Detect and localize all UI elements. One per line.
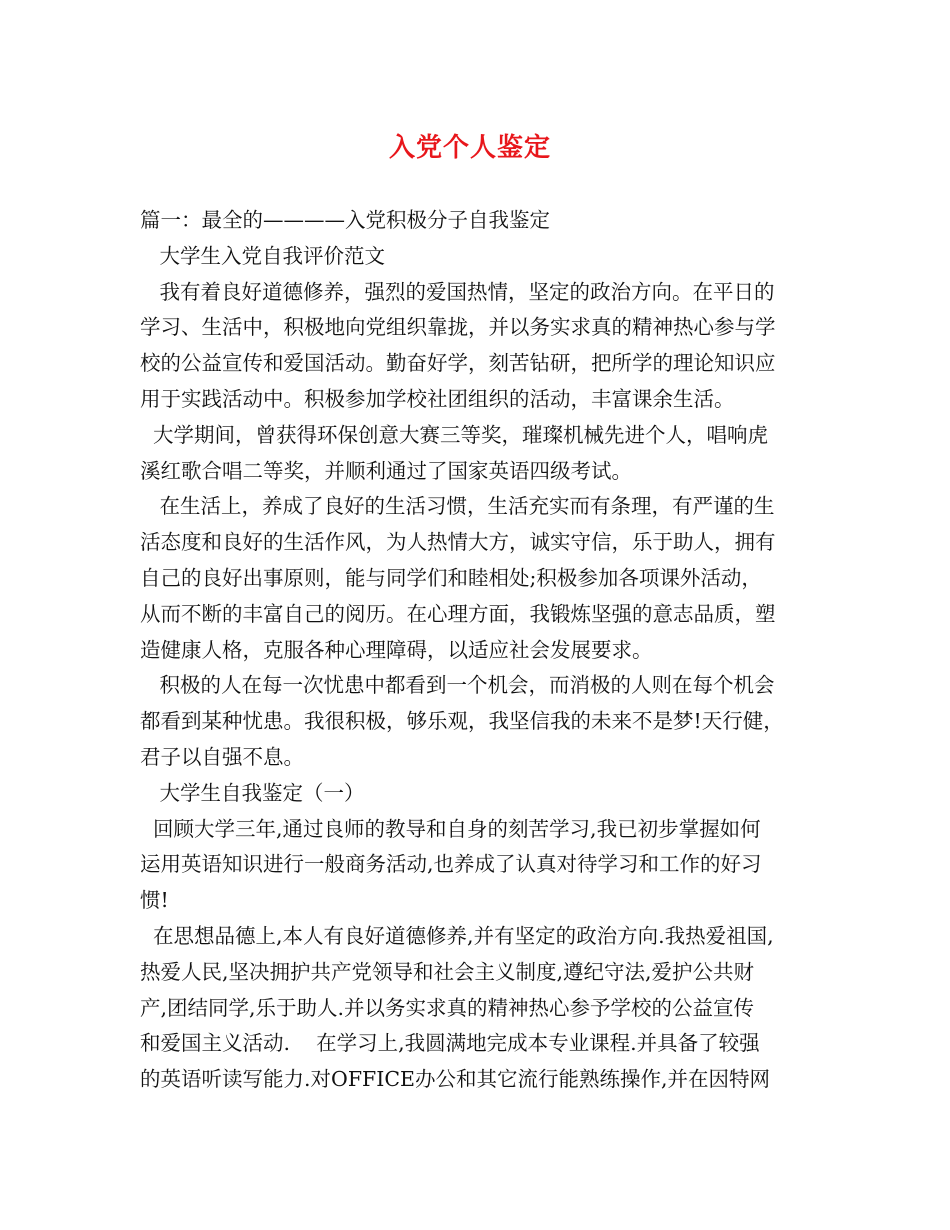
page-title: 入党个人鉴定 bbox=[388, 133, 551, 163]
text-line: 运用英语知识进行一般商务活动,也养成了认真对待学习和工作的好习 bbox=[140, 852, 762, 877]
text-line: 大学生入党自我评价范文 bbox=[140, 243, 386, 268]
text-line: 活态度和良好的生活作风，为人热情大方，诚实守信，乐于助人，拥有 bbox=[140, 530, 776, 555]
text-line: 惯! bbox=[140, 888, 169, 913]
text-line: 在生活上，养成了良好的生活习惯，生活充实而有条理，有严谨的生 bbox=[140, 494, 775, 519]
text-line: 造健康人格，克服各种心理障碍，以适应社会发展要求。 bbox=[140, 637, 653, 662]
text-line: 用于实践活动中。积极参加学校社团组织的活动，丰富课余生活。 bbox=[140, 386, 735, 411]
text-line: 大学生自我鉴定（一） bbox=[140, 780, 365, 805]
text-line: 产,团结同学,乐于助人.并以务实求真的精神热心参予学校的公益宣传 bbox=[140, 995, 755, 1020]
document-page bbox=[140, 0, 820, 1230]
text-line: 我有着良好道德修养，强烈的爱国热情，坚定的政治方向。在平日的 bbox=[140, 279, 775, 304]
text-line: 校的公益宣传和爱国活动。勤奋好学，刻苦钻研，把所学的理论知识应 bbox=[140, 351, 776, 376]
text-line: 君子以自强不息。 bbox=[140, 744, 304, 769]
text-line: 自己的良好出事原则，能与同学们和睦相处;积极参加各项课外活动， bbox=[140, 565, 762, 590]
text-line: 都看到某种忧患。我很积极，够乐观，我坚信我的未来不是梦!天行健， bbox=[140, 709, 784, 734]
text-line: 篇一：最全的————入党积极分子自我鉴定 bbox=[140, 208, 550, 232]
text-line: 和爱国主义活动. 在学习上,我圆满地完成本专业课程.并具备了较强 bbox=[140, 1031, 760, 1056]
text-line: 回顾大学三年,通过良师的教导和自身的刻苦学习,我已初步掌握如何 bbox=[140, 816, 761, 841]
text-line: 积极的人在每一次忧患中都看到一个机会，而消极的人则在每个机会 bbox=[140, 673, 775, 698]
text-line: 从而不断的丰富自己的阅历。在心理方面，我锻炼坚强的意志品质，塑 bbox=[140, 601, 776, 626]
document-body bbox=[140, 203, 812, 1098]
text-line: 在思想品德上,本人有良好道德修养,并有坚定的政治方向.我热爱祖国, bbox=[140, 923, 774, 948]
text-line: 的英语听读写能力.对OFFICE办公和其它流行能熟练操作,并在因特网 bbox=[140, 1067, 771, 1092]
text-line: 热爱人民,坚决拥护共产党领导和社会主义制度,遵纪守法,爱护公共财 bbox=[140, 959, 755, 984]
text-line: 学习、生活中，积极地向党组织靠拢，并以务实求真的精神热心参与学 bbox=[140, 315, 776, 340]
text-line: 大学期间，曾获得环保创意大赛三等奖，璀璨机械先进个人，唱响虎 bbox=[140, 422, 769, 447]
text-line: 溪红歌合唱二等奖，并顺利通过了国家英语四级考试。 bbox=[140, 458, 632, 483]
